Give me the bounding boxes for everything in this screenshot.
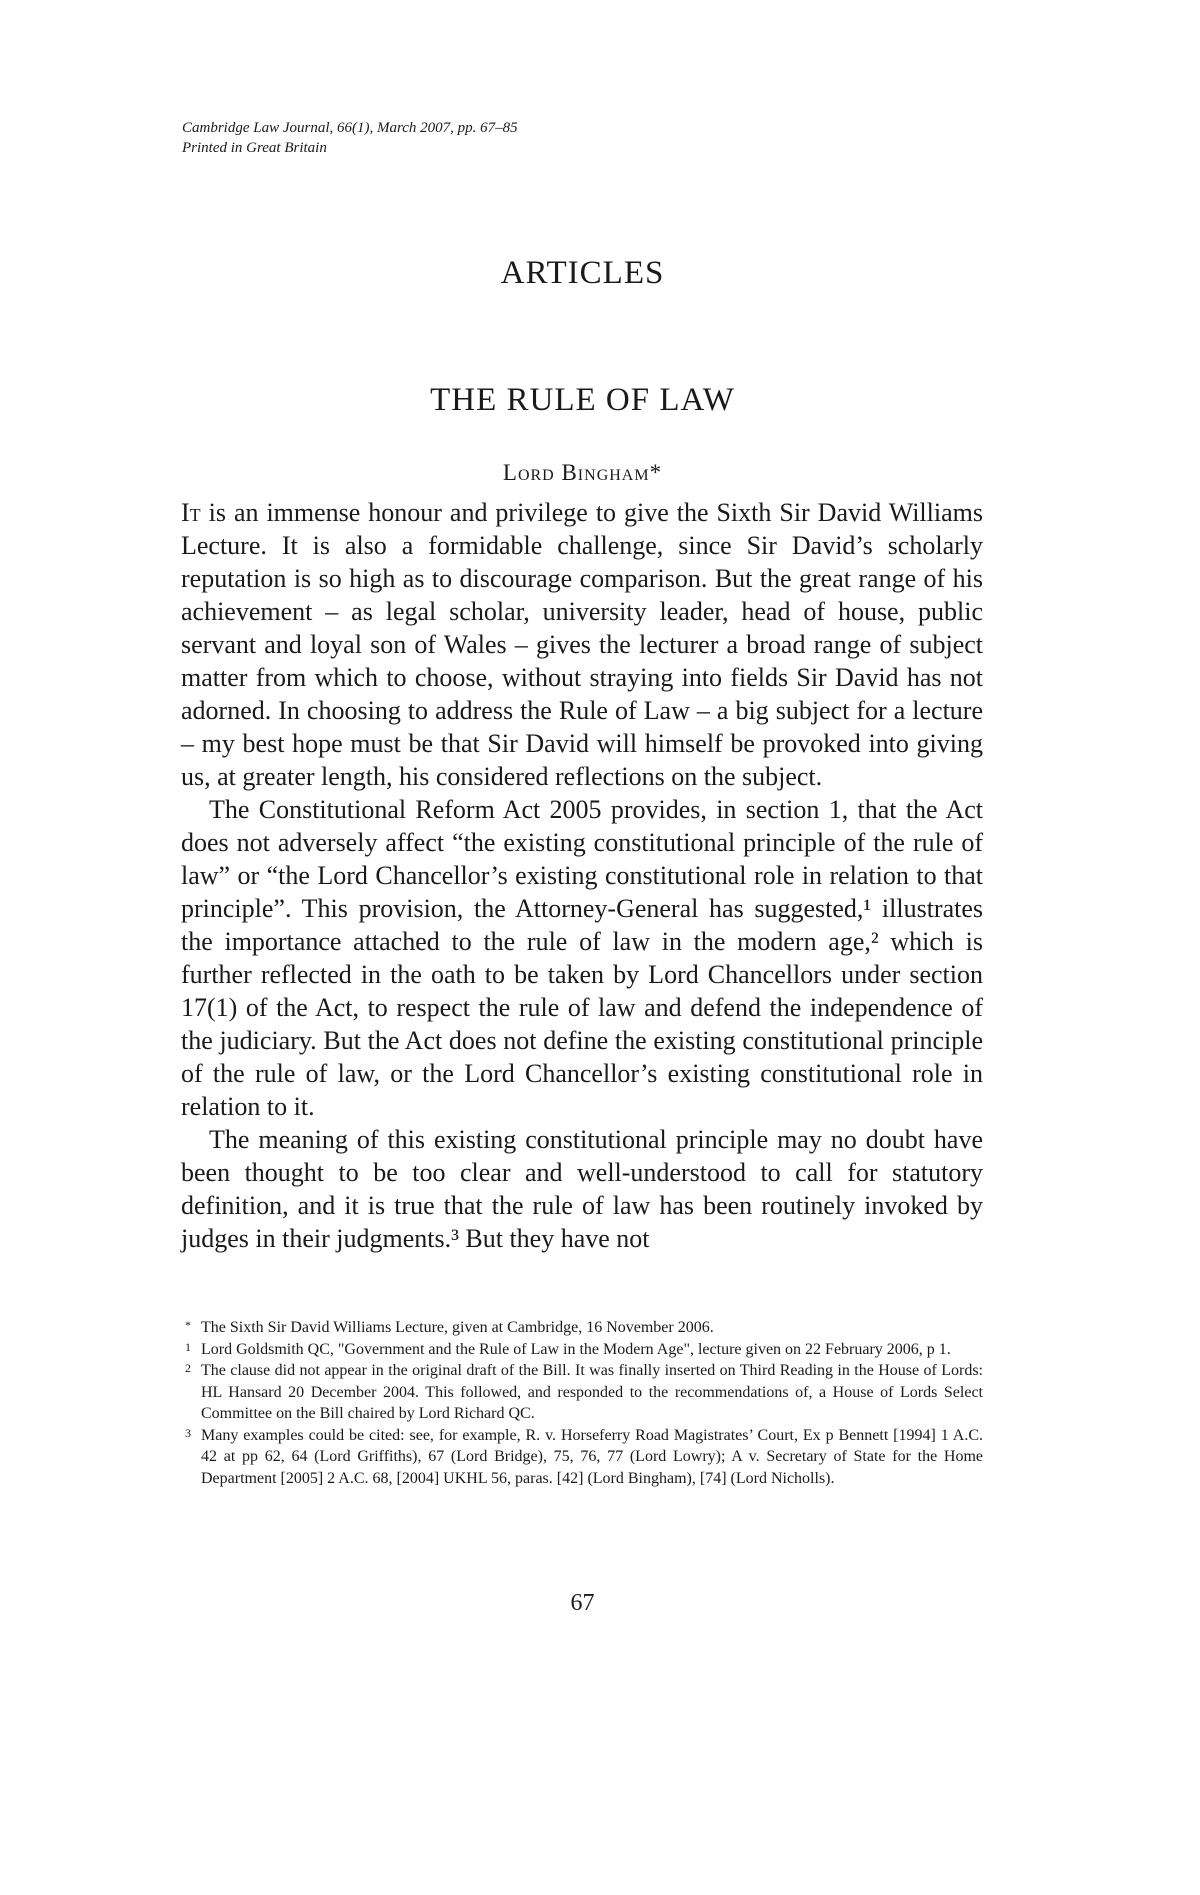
footnote: [181, 1339, 983, 1361]
footnote-text: Lord Goldsmith QC, "Government and the Rule of Law in the Modern Age", lecture given on 22 February 2006, p 1.: [201, 1340, 951, 1358]
author-name: Lord Bingham*: [502, 460, 663, 485]
article-body: [181, 496, 983, 1255]
section-heading: ARTICLES: [500, 255, 665, 291]
journal-citation: Cambridge Law Journal, 66(1), March 2007, pp. 67–85: [182, 120, 518, 136]
footnote: [181, 1425, 983, 1490]
body-paragraph-1: [181, 496, 983, 793]
footnote-text: The clause did not appear in the original draft of the Bill. It was finally inserted on Third Reading in the House of Lords: HL Hansard 20 December 2004. This followed, and responded to the recommendations of, a House of Lords Select Committee on the Bill chaired by Lord Richard QC.: [201, 1362, 983, 1422]
paragraph-1-text: is an immense honour and privilege to give the Sixth Sir David Williams Lecture. It is also a formidable challenge, since Sir David’s scholarly reputation is so high as to discourage comparison. But the great range of his achievement – as legal scholar, university leader, head of house, public servant and loyal son of Wales – gives the lecturer a broad range of subject matter from which to choose, without straying into fields Sir David has not adorned. In choosing to address the Rule of Law – a big subject for a lecture – my best hope must be that Sir David will himself be provoked into giving us, at greater length, his considered reflections on the subject.: [181, 498, 983, 791]
footnotes: [181, 1317, 983, 1489]
footnote-text: The Sixth Sir David Williams Lecture, given at Cambridge, 16 November 2006.: [201, 1319, 714, 1336]
body-paragraph-3: The meaning of this existing constitutional principle may no doubt have been thought to be too clear and well-understood to call for statutory definition, and it is true that the rule of law has been routinely invoked by judges in their judgments.³ But they have not: [181, 1125, 983, 1253]
article-title: THE RULE OF LAW: [430, 382, 735, 418]
page-number: 67: [570, 1590, 595, 1616]
footnote: [181, 1317, 983, 1339]
footnote-text: Many examples could be cited: see, for example, R. v. Horseferry Road Magistrates’ Court, Ex p Bennett [1994] 1 A.C. 42 at pp 62, 64 (Lord Griffiths), 67 (Lord Bridge), 75, 76, 77 (Lord Lowry); A v. Secretary of State for the Home Department [2005] 2 A.C. 68, [2004] UKHL 56, paras. [42] (Lord Bingham), [74] (Lord Nicholls).: [201, 1426, 983, 1487]
printed-in: Printed in Great Britain: [182, 140, 327, 156]
footnote-mark: 1: [185, 1339, 191, 1354]
footnote-mark: 2: [185, 1361, 191, 1375]
opening-word: It: [181, 498, 201, 527]
footnote-mark: *: [185, 1318, 191, 1332]
body-paragraph-2: The Constitutional Reform Act 2005 provides, in section 1, that the Act does not adversely affect “the existing constitutional principle of the rule of law” or “the Lord Chancellor’s existing constitutional role in relation to that principle”. This provision, the Attorney-General has suggested,¹ illustrates the importance attached to the rule of law in the modern age,² which is further reflected in the oath to be taken by Lord Chancellors under section 17(1) of the Act, to respect the rule of law and defend the independence of the judiciary. But the Act does not define the existing constitutional principle of the rule of law, or the Lord Chancellor’s existing constitutional role in relation to it.: [181, 795, 983, 1121]
footnote: [181, 1360, 983, 1425]
footnote-mark: 3: [185, 1425, 191, 1440]
journal-header: [182, 118, 518, 158]
